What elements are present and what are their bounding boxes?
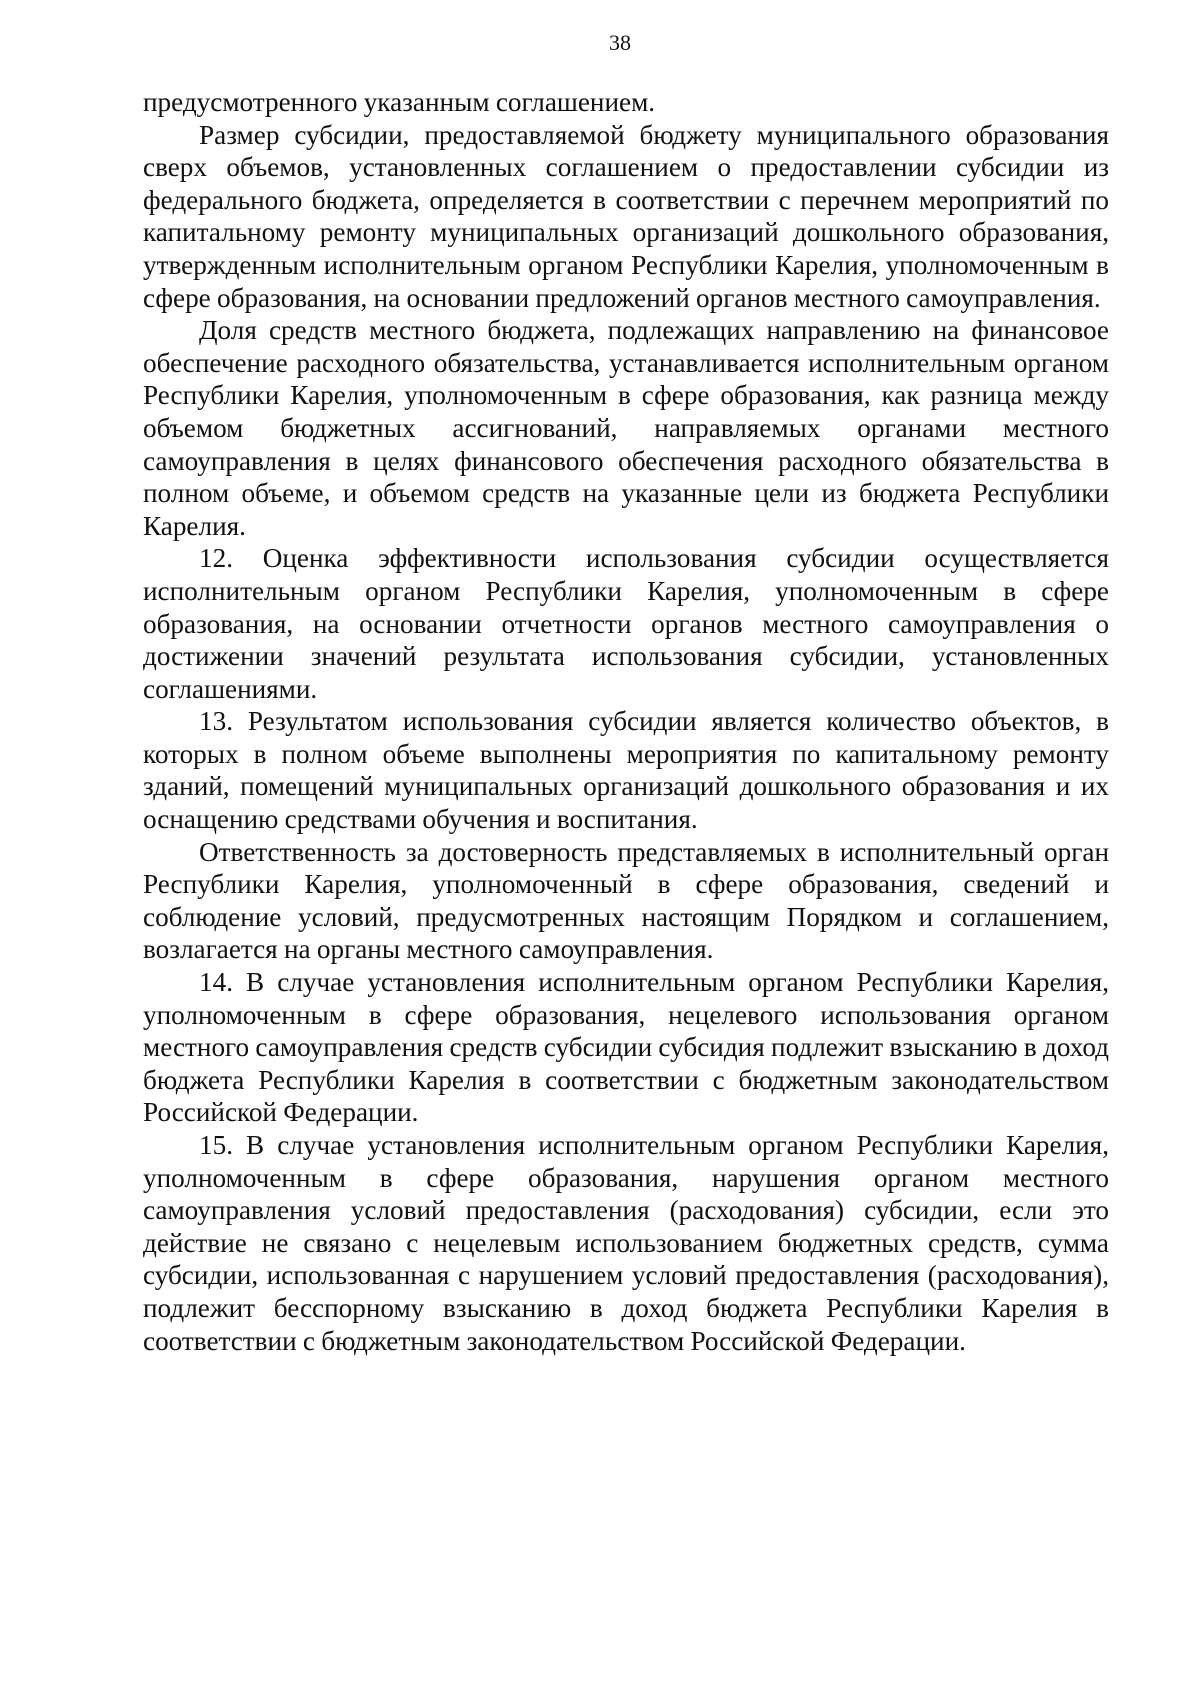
paragraph-continuation: предусмотренного указанным соглашением. [143,87,656,117]
paragraph-item-14: 14. В случае установления исполнительным органом Республики Карелия, уполномоченным в сфере образования, нецелевого использования органом местного самоуправления средств субсидии субсидия подлежит взысканию в доход бюджета Республики Карелия в соответствии с бюджетным законодательством Российской Федерации. [143,967,1109,1128]
paragraph-subsidy-size: Размер субсидии, предоставляемой бюджету муниципального образования сверх объемов, установленных соглашением о предоставлении субсидии из федерального бюджета, определяется в соответствии с перечнем мероприятий по капитальному ремонту муниципальных организаций дошкольного образования, утвержденным исполнительным органом Республики Карелия, уполномоченным в сфере образования, на основании предложений органов местного самоуправления. [143,119,1109,313]
paragraph-item-15: 15. В случае установления исполнительным органом Республики Карелия, уполномоченным в сфере образования, нарушения органом местного самоуправления условий предоставления (расходования) субсидии, если это действие не связано с нецелевым использованием бюджетных средств, сумма субсидии, использованная с нарушением условий предоставления (расходования), подлежит бесспорному взысканию в доход бюджета Республики Карелия в соответствии с бюджетным законодательством Российской Федерации. [143,1130,1109,1356]
paragraph-item-12: 12. Оценка эффективности использования субсидии осуществляется исполнительным органом Республики Карелия, уполномоченным в сфере образования, на основании отчетности органов местного самоуправления о достижении значений результата использования субсидии, установленных соглашениями. [143,543,1109,704]
paragraph-item-13: 13. Результатом использования субсидии является количество объектов, в которых в полном объеме выполнены мероприятия по капитальному ремонту зданий, помещений муниципальных организаций дошкольного образования и их оснащению средствами обучения и воспитания. [143,706,1109,835]
paragraph-local-budget-share: Доля средств местного бюджета, подлежащих направлению на финансовое обеспечение расходного обязательства, устанавливается исполнительным органом Республики Карелия, уполномоченным в сфере образования, как разница между объемом бюджетных ассигнований, направляемых органами местного самоуправления в целях финансового обеспечения расходного обязательства в полном объеме, и объемом средств на указанные цели из бюджета Республики Карелия. [143,315,1109,541]
paragraph-responsibility: Ответственность за достоверность представляемых в исполнительный орган Республики Карелия, уполномоченный в сфере образования, сведений и соблюдение условий, предусмотренных настоящим Порядком и соглашением, возлагается на органы местного самоуправления. [143,836,1109,965]
page-number: 38 [609,30,631,55]
document-body [143,86,1109,1357]
